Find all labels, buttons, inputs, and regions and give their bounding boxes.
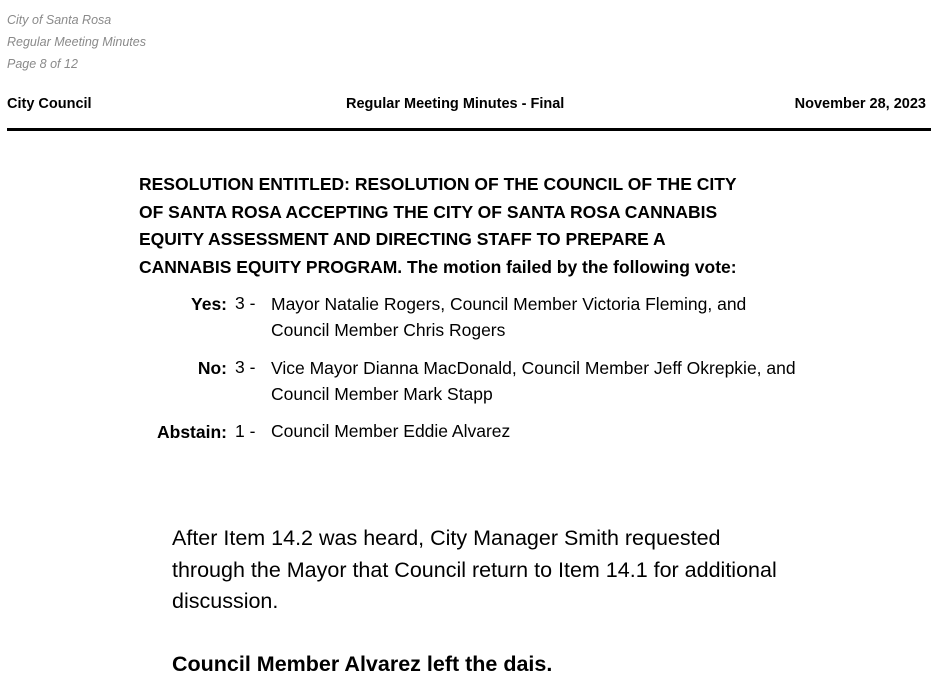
vote-label-abstain: Abstain: (157, 422, 227, 442)
vote-names-no (271, 355, 796, 407)
resolution-text (139, 171, 859, 281)
vote-name-line: Council Member Chris Rogers (271, 320, 506, 340)
vote-name-line: Council Member Eddie Alvarez (271, 421, 511, 441)
paragraph-line: through the Mayor that Council return to Item 14.1 for additional (172, 557, 777, 582)
vote-count-yes: 3 - (235, 293, 256, 313)
vote-names-abstain (271, 418, 510, 444)
doc-city-name: City of Santa Rosa (7, 13, 112, 27)
page-number: Page 8 of 12 (7, 57, 78, 71)
vote-label-yes: Yes: (191, 294, 227, 314)
vote-label-no: No: (197, 358, 227, 378)
vote-names-yes (271, 291, 746, 343)
vote-name-line: Vice Mayor Dianna MacDonald, Council Member Jeff Okrepkie, and (271, 358, 796, 378)
paragraph-line: After Item 14.2 was heard, City Manager Smith requested (172, 526, 721, 550)
resolution-line: RESOLUTION ENTITLED: RESOLUTION OF THE COUNCIL OF THE CITY (139, 174, 737, 194)
resolution-line: EQUITY ASSESSMENT AND DIRECTING STAFF TO PREPARE A (139, 229, 666, 249)
header-divider (7, 128, 931, 131)
vote-count-abstain: 1 - (235, 421, 256, 441)
paragraph-line: discussion. (172, 589, 279, 613)
doc-type: Regular Meeting Minutes (7, 35, 146, 49)
vote-name-line: Mayor Natalie Rogers, Council Member Victoria Fleming, and (271, 294, 747, 314)
header-body-name: City Council (7, 96, 92, 112)
dais-note: Council Member Alvarez left the dais. (172, 652, 553, 676)
resolution-line: CANNABIS EQUITY PROGRAM. The motion failed by the following vote: (139, 256, 737, 277)
resolution-line: OF SANTA ROSA ACCEPTING THE CITY OF SANTA ROSA CANNABIS (139, 201, 718, 222)
vote-count-no: 3 - (235, 357, 256, 377)
header-title: Regular Meeting Minutes - Final (346, 96, 565, 112)
header-date: November 28, 2023 (794, 96, 926, 112)
minutes-paragraph (172, 523, 777, 618)
vote-name-line: Council Member Mark Stapp (271, 384, 493, 404)
